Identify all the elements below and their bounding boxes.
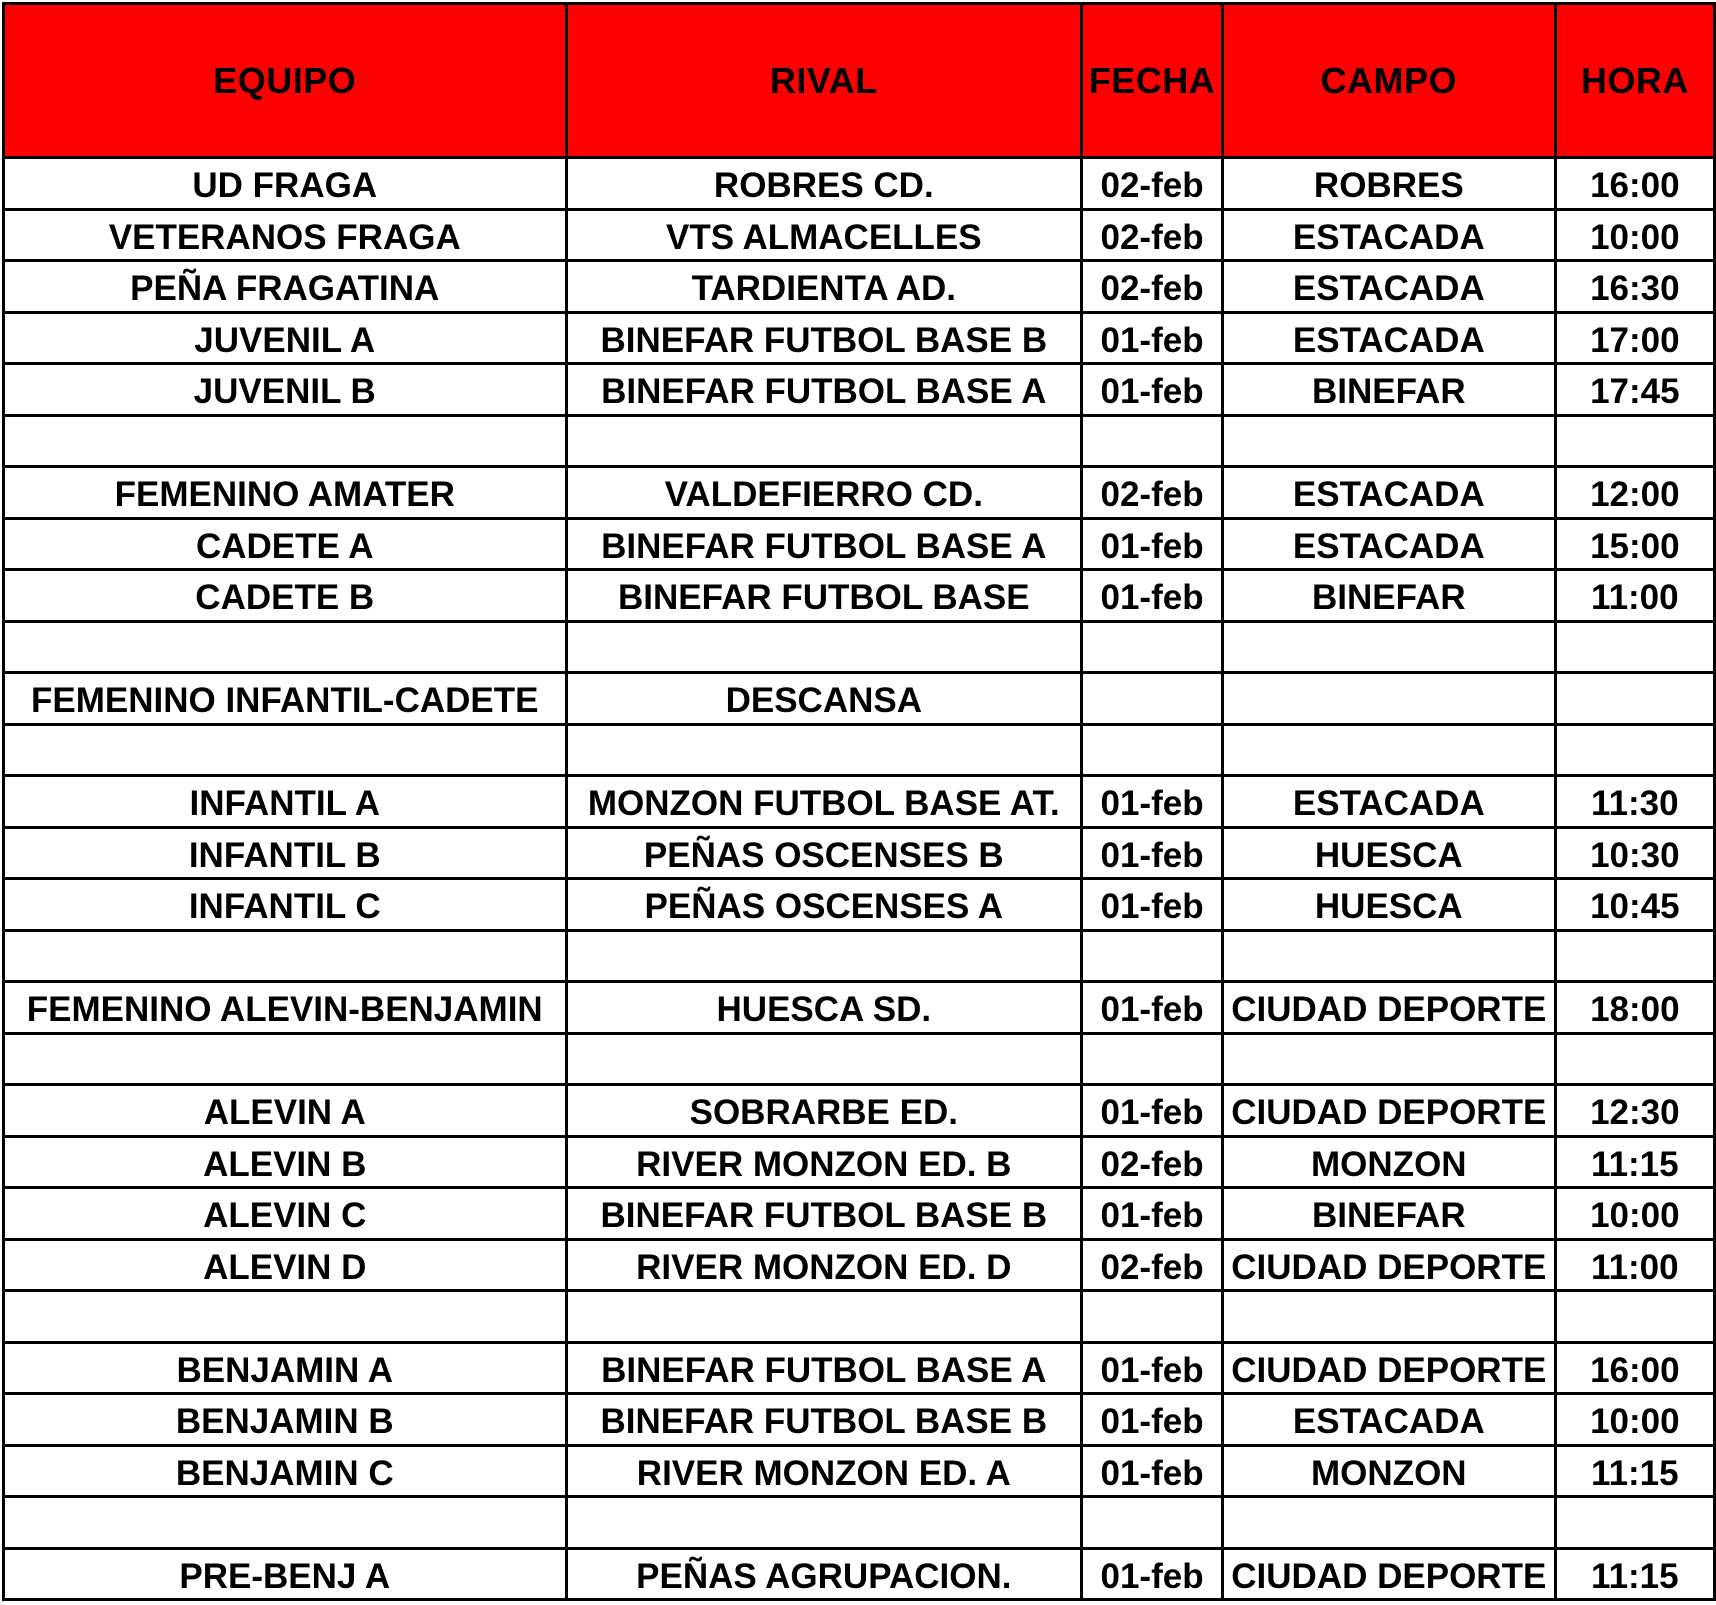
cell-hora: 10:00 bbox=[1555, 1394, 1714, 1446]
cell-fecha: 01-feb bbox=[1082, 1394, 1223, 1446]
cell-fecha: 01-feb bbox=[1082, 776, 1223, 828]
table-row bbox=[4, 827, 1715, 879]
cell-campo: CIUDAD DEPORTE bbox=[1222, 1548, 1555, 1600]
cell-campo: BINEFAR bbox=[1222, 570, 1555, 622]
cell-equipo bbox=[4, 724, 567, 776]
cell-campo: CIUDAD DEPORTE bbox=[1222, 1239, 1555, 1291]
cell-campo bbox=[1222, 621, 1555, 673]
cell-fecha bbox=[1082, 1291, 1223, 1343]
cell-equipo: UD FRAGA bbox=[4, 158, 567, 210]
header-rival: RIVAL bbox=[566, 4, 1082, 158]
cell-rival: BINEFAR FUTBOL BASE B bbox=[566, 1394, 1082, 1446]
cell-rival bbox=[566, 930, 1082, 982]
cell-equipo: JUVENIL B bbox=[4, 364, 567, 416]
cell-equipo: ALEVIN C bbox=[4, 1188, 567, 1240]
cell-equipo: BENJAMIN C bbox=[4, 1445, 567, 1497]
cell-rival: TARDIENTA AD. bbox=[566, 261, 1082, 313]
cell-hora bbox=[1555, 930, 1714, 982]
cell-hora: 15:00 bbox=[1555, 518, 1714, 570]
cell-rival: BINEFAR FUTBOL BASE A bbox=[566, 518, 1082, 570]
cell-fecha: 01-feb bbox=[1082, 570, 1223, 622]
cell-equipo: CADETE B bbox=[4, 570, 567, 622]
cell-hora: 12:30 bbox=[1555, 1085, 1714, 1137]
cell-fecha: 01-feb bbox=[1082, 982, 1223, 1034]
cell-equipo bbox=[4, 930, 567, 982]
spacer-row bbox=[4, 1033, 1715, 1085]
table-row bbox=[4, 570, 1715, 622]
cell-campo bbox=[1222, 1497, 1555, 1549]
cell-hora: 11:00 bbox=[1555, 570, 1714, 622]
table-row bbox=[4, 1239, 1715, 1291]
cell-campo: CIUDAD DEPORTE bbox=[1222, 1085, 1555, 1137]
header-hora: HORA bbox=[1555, 4, 1714, 158]
cell-campo bbox=[1222, 415, 1555, 467]
cell-equipo bbox=[4, 1497, 567, 1549]
cell-campo: BINEFAR bbox=[1222, 1188, 1555, 1240]
cell-fecha: 02-feb bbox=[1082, 1239, 1223, 1291]
cell-fecha: 01-feb bbox=[1082, 364, 1223, 416]
cell-hora: 11:00 bbox=[1555, 1239, 1714, 1291]
cell-hora: 10:45 bbox=[1555, 879, 1714, 931]
spacer-row bbox=[4, 1291, 1715, 1343]
cell-rival: RIVER MONZON ED. B bbox=[566, 1136, 1082, 1188]
cell-fecha: 01-feb bbox=[1082, 1445, 1223, 1497]
cell-fecha bbox=[1082, 1497, 1223, 1549]
cell-fecha bbox=[1082, 673, 1223, 725]
cell-fecha: 01-feb bbox=[1082, 1085, 1223, 1137]
cell-rival bbox=[566, 621, 1082, 673]
cell-campo bbox=[1222, 1291, 1555, 1343]
cell-rival: VTS ALMACELLES bbox=[566, 209, 1082, 261]
cell-fecha bbox=[1082, 621, 1223, 673]
cell-equipo: FEMENINO AMATER bbox=[4, 467, 567, 519]
cell-hora: 10:00 bbox=[1555, 209, 1714, 261]
cell-hora: 17:00 bbox=[1555, 312, 1714, 364]
cell-rival: MONZON FUTBOL BASE AT. bbox=[566, 776, 1082, 828]
cell-rival bbox=[566, 1291, 1082, 1343]
cell-rival: PEÑAS OSCENSES B bbox=[566, 827, 1082, 879]
table-row bbox=[4, 982, 1715, 1034]
cell-rival: BINEFAR FUTBOL BASE bbox=[566, 570, 1082, 622]
cell-equipo: BENJAMIN B bbox=[4, 1394, 567, 1446]
cell-hora: 10:00 bbox=[1555, 1188, 1714, 1240]
table-row bbox=[4, 1445, 1715, 1497]
header-equipo: EQUIPO bbox=[4, 4, 567, 158]
header-campo: CAMPO bbox=[1222, 4, 1555, 158]
table-row bbox=[4, 364, 1715, 416]
header-fecha: FECHA bbox=[1082, 4, 1223, 158]
cell-rival: RIVER MONZON ED. D bbox=[566, 1239, 1082, 1291]
cell-rival: VALDEFIERRO CD. bbox=[566, 467, 1082, 519]
cell-campo: ROBRES bbox=[1222, 158, 1555, 210]
cell-campo bbox=[1222, 1033, 1555, 1085]
cell-campo: ESTACADA bbox=[1222, 261, 1555, 313]
cell-campo: HUESCA bbox=[1222, 827, 1555, 879]
cell-hora bbox=[1555, 1497, 1714, 1549]
cell-rival: PEÑAS OSCENSES A bbox=[566, 879, 1082, 931]
cell-hora: 10:30 bbox=[1555, 827, 1714, 879]
cell-campo: BINEFAR bbox=[1222, 364, 1555, 416]
cell-campo: ESTACADA bbox=[1222, 467, 1555, 519]
table-row bbox=[4, 261, 1715, 313]
cell-rival: RIVER MONZON ED. A bbox=[566, 1445, 1082, 1497]
cell-equipo: INFANTIL B bbox=[4, 827, 567, 879]
cell-hora bbox=[1555, 621, 1714, 673]
cell-rival: HUESCA SD. bbox=[566, 982, 1082, 1034]
table-row bbox=[4, 1394, 1715, 1446]
cell-rival: BINEFAR FUTBOL BASE B bbox=[566, 1188, 1082, 1240]
cell-hora: 12:00 bbox=[1555, 467, 1714, 519]
cell-campo: ESTACADA bbox=[1222, 312, 1555, 364]
cell-equipo bbox=[4, 415, 567, 467]
cell-equipo: ALEVIN D bbox=[4, 1239, 567, 1291]
cell-fecha: 02-feb bbox=[1082, 261, 1223, 313]
cell-equipo: PRE-BENJ A bbox=[4, 1548, 567, 1600]
table-row bbox=[4, 312, 1715, 364]
spacer-row bbox=[4, 1497, 1715, 1549]
table-row bbox=[4, 467, 1715, 519]
cell-rival: SOBRARBE ED. bbox=[566, 1085, 1082, 1137]
cell-fecha: 02-feb bbox=[1082, 158, 1223, 210]
cell-rival: ROBRES CD. bbox=[566, 158, 1082, 210]
table-row bbox=[4, 518, 1715, 570]
cell-campo bbox=[1222, 724, 1555, 776]
spacer-row bbox=[4, 930, 1715, 982]
cell-campo: CIUDAD DEPORTE bbox=[1222, 982, 1555, 1034]
cell-fecha bbox=[1082, 415, 1223, 467]
cell-fecha: 01-feb bbox=[1082, 1342, 1223, 1394]
spacer-row bbox=[4, 724, 1715, 776]
cell-hora: 11:15 bbox=[1555, 1548, 1714, 1600]
cell-campo: ESTACADA bbox=[1222, 1394, 1555, 1446]
cell-hora: 11:15 bbox=[1555, 1445, 1714, 1497]
cell-campo bbox=[1222, 930, 1555, 982]
cell-campo: ESTACADA bbox=[1222, 209, 1555, 261]
cell-equipo: FEMENINO INFANTIL-CADETE bbox=[4, 673, 567, 725]
cell-hora: 18:00 bbox=[1555, 982, 1714, 1034]
spacer-row bbox=[4, 621, 1715, 673]
cell-fecha: 01-feb bbox=[1082, 827, 1223, 879]
cell-equipo: ALEVIN B bbox=[4, 1136, 567, 1188]
cell-equipo: BENJAMIN A bbox=[4, 1342, 567, 1394]
cell-rival: BINEFAR FUTBOL BASE A bbox=[566, 364, 1082, 416]
header-row bbox=[4, 4, 1715, 158]
cell-fecha: 01-feb bbox=[1082, 879, 1223, 931]
table-body bbox=[4, 158, 1715, 1600]
spacer-row bbox=[4, 415, 1715, 467]
cell-rival: BINEFAR FUTBOL BASE B bbox=[566, 312, 1082, 364]
cell-fecha: 02-feb bbox=[1082, 467, 1223, 519]
cell-hora bbox=[1555, 1033, 1714, 1085]
table-row bbox=[4, 1085, 1715, 1137]
cell-campo: MONZON bbox=[1222, 1136, 1555, 1188]
cell-equipo: ALEVIN A bbox=[4, 1085, 567, 1137]
table-row bbox=[4, 1136, 1715, 1188]
cell-fecha: 01-feb bbox=[1082, 312, 1223, 364]
table-row bbox=[4, 1548, 1715, 1600]
cell-campo: ESTACADA bbox=[1222, 776, 1555, 828]
table-row bbox=[4, 673, 1715, 725]
cell-equipo: VETERANOS FRAGA bbox=[4, 209, 567, 261]
cell-fecha: 01-feb bbox=[1082, 1188, 1223, 1240]
table-row bbox=[4, 879, 1715, 931]
table-row bbox=[4, 1188, 1715, 1240]
cell-hora bbox=[1555, 1291, 1714, 1343]
cell-campo: MONZON bbox=[1222, 1445, 1555, 1497]
cell-campo bbox=[1222, 673, 1555, 725]
cell-campo: ESTACADA bbox=[1222, 518, 1555, 570]
cell-rival bbox=[566, 1497, 1082, 1549]
cell-rival bbox=[566, 1033, 1082, 1085]
cell-rival bbox=[566, 415, 1082, 467]
cell-rival: PEÑAS AGRUPACION. bbox=[566, 1548, 1082, 1600]
match-schedule-table bbox=[2, 2, 1716, 1601]
cell-equipo bbox=[4, 1291, 567, 1343]
cell-hora: 16:30 bbox=[1555, 261, 1714, 313]
cell-hora bbox=[1555, 673, 1714, 725]
cell-hora: 11:30 bbox=[1555, 776, 1714, 828]
cell-equipo: PEÑA FRAGATINA bbox=[4, 261, 567, 313]
cell-equipo: JUVENIL A bbox=[4, 312, 567, 364]
table-row bbox=[4, 776, 1715, 828]
cell-hora: 11:15 bbox=[1555, 1136, 1714, 1188]
cell-hora bbox=[1555, 415, 1714, 467]
cell-equipo: INFANTIL C bbox=[4, 879, 567, 931]
cell-fecha: 02-feb bbox=[1082, 209, 1223, 261]
cell-hora: 17:45 bbox=[1555, 364, 1714, 416]
cell-rival: DESCANSA bbox=[566, 673, 1082, 725]
cell-fecha bbox=[1082, 724, 1223, 776]
cell-fecha bbox=[1082, 930, 1223, 982]
cell-equipo: INFANTIL A bbox=[4, 776, 567, 828]
cell-equipo bbox=[4, 621, 567, 673]
cell-equipo bbox=[4, 1033, 567, 1085]
cell-equipo: FEMENINO ALEVIN-BENJAMIN bbox=[4, 982, 567, 1034]
cell-campo: CIUDAD DEPORTE bbox=[1222, 1342, 1555, 1394]
cell-fecha: 01-feb bbox=[1082, 1548, 1223, 1600]
cell-fecha: 02-feb bbox=[1082, 1136, 1223, 1188]
table-row bbox=[4, 209, 1715, 261]
cell-hora bbox=[1555, 724, 1714, 776]
cell-rival bbox=[566, 724, 1082, 776]
cell-equipo: CADETE A bbox=[4, 518, 567, 570]
table-row bbox=[4, 158, 1715, 210]
cell-fecha: 01-feb bbox=[1082, 518, 1223, 570]
cell-hora: 16:00 bbox=[1555, 158, 1714, 210]
cell-campo: HUESCA bbox=[1222, 879, 1555, 931]
table-row bbox=[4, 1342, 1715, 1394]
cell-fecha bbox=[1082, 1033, 1223, 1085]
cell-hora: 16:00 bbox=[1555, 1342, 1714, 1394]
cell-rival: BINEFAR FUTBOL BASE A bbox=[566, 1342, 1082, 1394]
